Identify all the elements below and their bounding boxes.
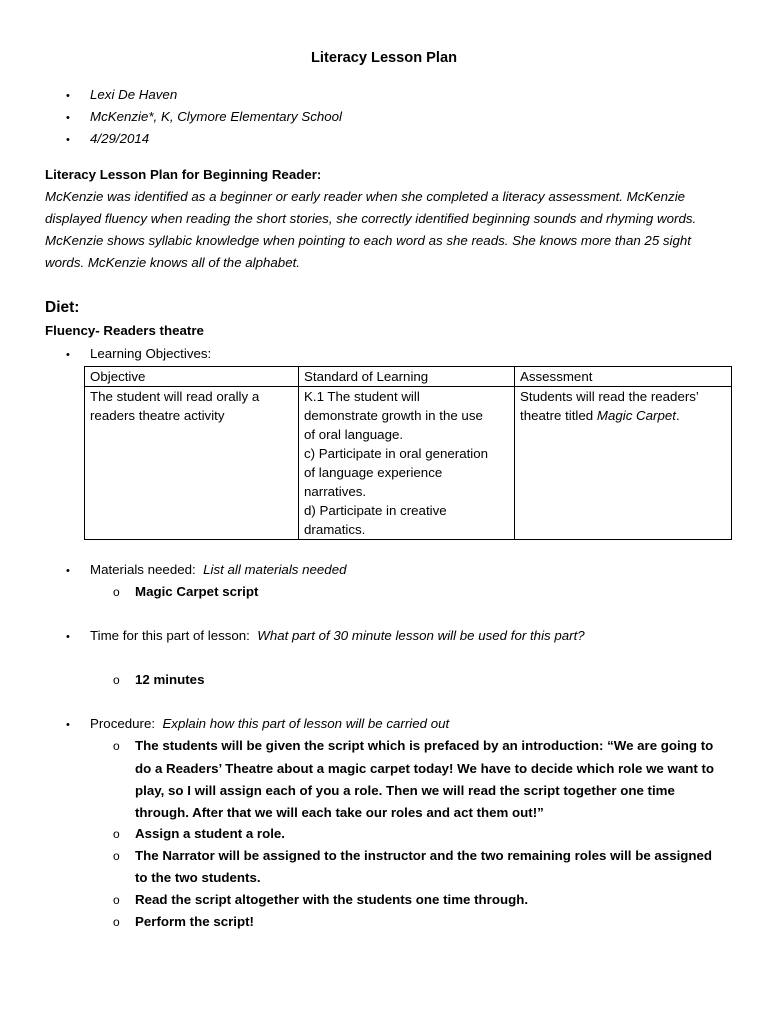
table-row bbox=[85, 387, 732, 540]
intro-line: McKenzie shows syllabic knowledge when pointing to each word as she reads. She knows more than 25 sight bbox=[45, 233, 691, 248]
assessment-suffix: . bbox=[675, 408, 680, 423]
objectives-label: Learning Objectives: bbox=[90, 346, 212, 361]
cell-line: d) Participate in creative bbox=[304, 503, 447, 518]
cell-line bbox=[520, 406, 726, 425]
time-label: Time for this part of lesson: bbox=[90, 628, 250, 643]
assessment-title: Magic Carpet bbox=[596, 408, 676, 423]
bullet-icon: • bbox=[66, 565, 70, 577]
sub-bullet-icon: o bbox=[113, 739, 120, 753]
procedure-note: Explain how this part of lesson will be carried out bbox=[162, 716, 450, 731]
student-school: McKenzie*, K, Clymore Elementary School bbox=[90, 109, 342, 124]
subsection-bold: Fluency bbox=[45, 323, 96, 338]
procedure-line: play, so I will assign each of you a role. Then we will read the script together one time bbox=[135, 783, 675, 798]
bullet-icon: • bbox=[66, 134, 70, 146]
sub-bullet-icon: o bbox=[113, 827, 120, 841]
lesson-date: 4/29/2014 bbox=[90, 131, 150, 146]
assessment-cell bbox=[515, 387, 732, 540]
procedure-line: The students will be given the script which is prefaced by an introduction: “We are going to bbox=[135, 738, 714, 753]
section-heading: Diet: bbox=[45, 299, 80, 316]
procedure-line: Read the script altogether with the students one time through. bbox=[135, 892, 529, 907]
cell-line: of oral language. bbox=[304, 427, 404, 442]
time-item: 12 minutes bbox=[135, 672, 205, 687]
procedure-line: through. After that we will each take our roles and act them out!” bbox=[135, 805, 544, 820]
intro-line: words. McKenzie knows all of the alphabet. bbox=[45, 255, 300, 270]
table-header-row bbox=[85, 367, 732, 387]
page-title: Literacy Lesson Plan bbox=[311, 50, 457, 66]
cell-line: c) Participate in oral generation bbox=[304, 446, 489, 461]
procedure-line: to the two students. bbox=[135, 870, 261, 885]
sub-bullet-icon: o bbox=[113, 673, 120, 687]
subsection-rest: - Readers theatre bbox=[95, 323, 204, 338]
procedure-row bbox=[90, 713, 449, 735]
procedure-line: Assign a student a role. bbox=[135, 826, 285, 841]
intro-line: McKenzie was identified as a beginner or early reader when she completed a literacy assessment. McKenzie bbox=[45, 189, 686, 204]
bullet-icon: • bbox=[66, 349, 70, 361]
assessment-prefix: theatre titled bbox=[520, 408, 597, 423]
cell-line: Students will read the readers’ bbox=[520, 389, 699, 404]
cell-line: The student will read orally a bbox=[90, 389, 260, 404]
intro-heading: Literacy Lesson Plan for Beginning Reader: bbox=[45, 167, 322, 182]
table-header-cell: Standard of Learning bbox=[299, 367, 515, 387]
sub-bullet-icon: o bbox=[113, 585, 120, 599]
table-header-cell: Assessment bbox=[515, 367, 732, 387]
procedure-label: Procedure: bbox=[90, 716, 156, 731]
sub-bullet-icon: o bbox=[113, 915, 120, 929]
materials-row bbox=[90, 559, 346, 581]
materials-note: List all materials needed bbox=[203, 562, 347, 577]
standard-cell bbox=[299, 387, 515, 540]
bullet-icon: • bbox=[66, 112, 70, 124]
cell-line: dramatics. bbox=[304, 522, 366, 537]
time-note: What part of 30 minute lesson will be used for this part? bbox=[257, 628, 585, 643]
cell-line: K.1 The student will bbox=[304, 389, 420, 404]
cell-line: readers theatre activity bbox=[90, 408, 225, 423]
author-name: Lexi De Haven bbox=[90, 87, 178, 102]
procedure-line: The Narrator will be assigned to the instructor and the two remaining roles will be assigned bbox=[135, 848, 713, 863]
procedure-line: Perform the script! bbox=[135, 914, 254, 929]
subsection-heading bbox=[45, 320, 204, 342]
materials-label: Materials needed: bbox=[90, 562, 196, 577]
bullet-icon: • bbox=[66, 631, 70, 643]
bullet-icon: • bbox=[66, 90, 70, 102]
bullet-icon: • bbox=[66, 719, 70, 731]
objectives-table bbox=[84, 366, 732, 540]
procedure-line: do a Readers’ Theatre about a magic carpet today! We have to decide which role we want to bbox=[135, 761, 715, 776]
intro-line: displayed fluency when reading the short stories, she correctly identified beginning sounds and rhyming words. bbox=[45, 211, 697, 226]
cell-line: demonstrate growth in the use bbox=[304, 408, 483, 423]
time-row bbox=[90, 625, 585, 647]
cell-line: narratives. bbox=[304, 484, 367, 499]
objective-cell bbox=[85, 387, 299, 540]
sub-bullet-icon: o bbox=[113, 849, 120, 863]
table-header-cell: Objective bbox=[85, 367, 299, 387]
sub-bullet-icon: o bbox=[113, 893, 120, 907]
materials-item: Magic Carpet script bbox=[135, 584, 259, 599]
cell-line: of language experience bbox=[304, 465, 443, 480]
